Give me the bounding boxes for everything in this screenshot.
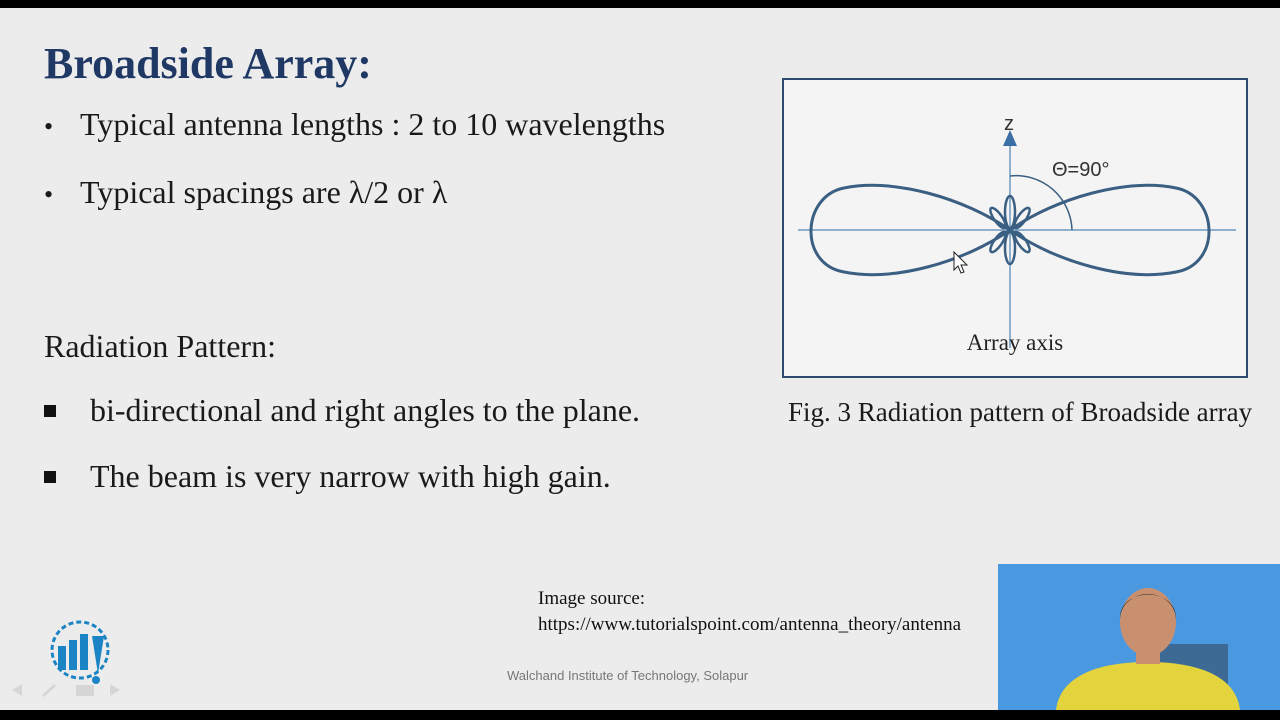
menu-icon xyxy=(76,685,94,696)
square-bullet-marker xyxy=(44,471,56,483)
square-bullet-marker xyxy=(44,405,56,417)
previous-slide-icon xyxy=(12,684,22,696)
image-source xyxy=(538,586,961,638)
bullet-item xyxy=(44,106,665,143)
figure-caption: Fig. 3 Radiation pattern of Broadside array xyxy=(788,397,1253,427)
square-bullet-item xyxy=(44,392,640,429)
array-axis-label: Array axis xyxy=(966,330,1064,355)
next-slide-icon xyxy=(110,684,120,696)
bullet-text: Typical spacings are λ/2 or λ xyxy=(80,174,448,210)
slide-navigation-controls[interactable] xyxy=(8,680,128,700)
z-axis-label: z xyxy=(1004,113,1014,135)
slide-title: Broadside Array: xyxy=(44,39,372,88)
square-bullet-text: The beam is very narrow with high gain. xyxy=(90,458,611,494)
image-source-label: Image source: xyxy=(538,588,646,609)
bullet-text: Typical antenna lengths : 2 to 10 wavelengths xyxy=(80,106,666,142)
section-heading: Radiation Pattern: xyxy=(44,328,276,364)
presenter-video-frame xyxy=(998,564,1280,710)
square-bullet-item xyxy=(44,458,611,495)
institute-logo-icon xyxy=(48,616,112,690)
square-bullet-text: bi-directional and right angles to the plane. xyxy=(90,392,641,428)
bullet-marker: • xyxy=(44,180,54,209)
presenter-webcam xyxy=(998,564,1280,710)
pen-icon xyxy=(42,684,56,697)
angle-label: Θ=90° xyxy=(1052,159,1110,181)
bullet-marker: • xyxy=(44,112,54,141)
image-source-url: https://www.tutorialspoint.com/antenna_theory/antenna xyxy=(538,614,962,635)
radiation-pattern-figure xyxy=(782,78,1248,378)
bullet-item xyxy=(44,174,447,211)
footer-institute: Walchand Institute of Technology, Solapur xyxy=(507,668,749,683)
